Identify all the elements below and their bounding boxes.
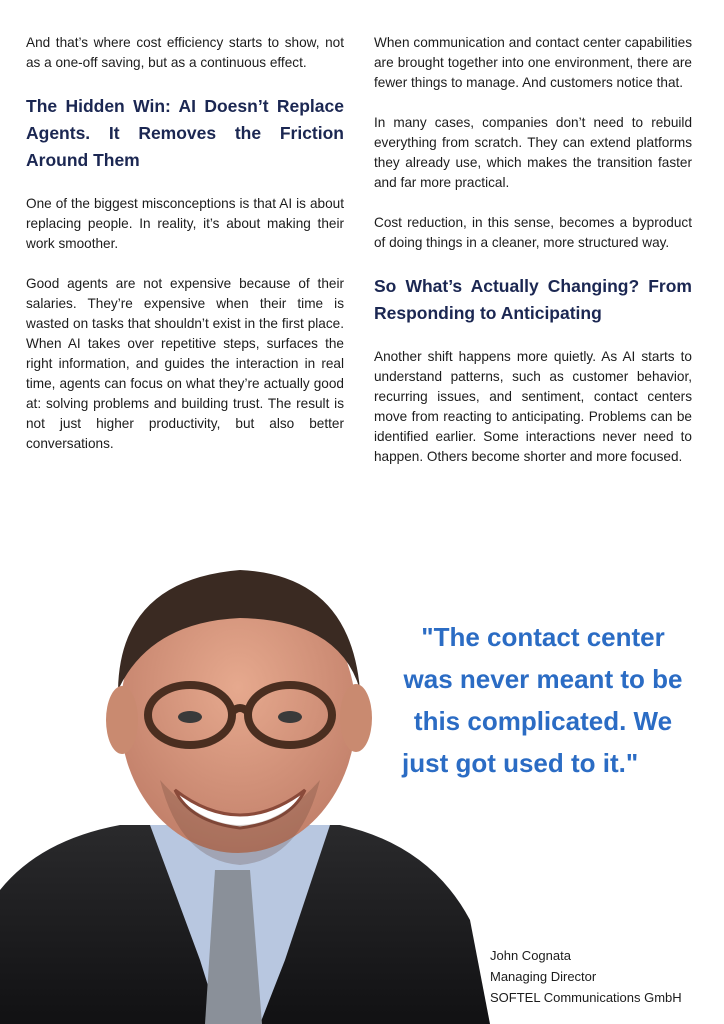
- signature-name: John Cognata: [490, 948, 571, 963]
- body-paragraph: When communication and contact center capabilities are brought together into one environment, there are fewer things to manage. And customers notice that.: [374, 35, 692, 90]
- signature-block: [490, 945, 682, 1008]
- pull-quote: "The contact center was never meant to be this complicated. We just got used to it.": [402, 622, 683, 778]
- section-heading-hidden-win: The Hidden Win: AI Doesn’t Replace Agents. It Removes the Friction Around Them: [26, 96, 344, 170]
- intro-paragraph: And that’s where cost efficiency starts to show, not as a one-off saving, but as a continuous effect.: [26, 35, 344, 70]
- body-paragraph: In many cases, companies don’t need to rebuild everything from scratch. They can extend platforms they already use, which makes the transition faster and far more practical.: [374, 115, 692, 190]
- body-paragraph: One of the biggest misconceptions is that AI is about replacing people. In reality, it’s about making their work smoother.: [26, 196, 344, 251]
- signature-role: Managing Director: [490, 969, 597, 984]
- right-column: [374, 33, 692, 487]
- body-paragraph: Good agents are not expensive because of their salaries. They’re expensive when their time is wasted on tasks that shouldn’t exist in the first place. When AI takes over repetitive steps, surfaces the right information, and guides the interaction in real time, agents can focus on what they’re actually good at: solving problems and building trust. The result is not just higher productivity, but also better conversations.: [26, 276, 344, 451]
- left-column: [26, 33, 344, 474]
- signature-company: SOFTEL Communications GmbH: [490, 990, 682, 1005]
- section-heading-changing: So What’s Actually Changing? From Responding to Anticipating: [374, 276, 692, 323]
- body-paragraph: Cost reduction, in this sense, becomes a byproduct of doing things in a cleaner, more structured way.: [374, 215, 692, 250]
- closing-paragraph: Another shift happens more quietly. As AI starts to understand patterns, such as customer behavior, recurring issues, and sentiment, contact centers move from reacting to anticipating. Problems can be identified earlier. Some interactions never need to happen. Others become shorter and more focused.: [374, 349, 692, 464]
